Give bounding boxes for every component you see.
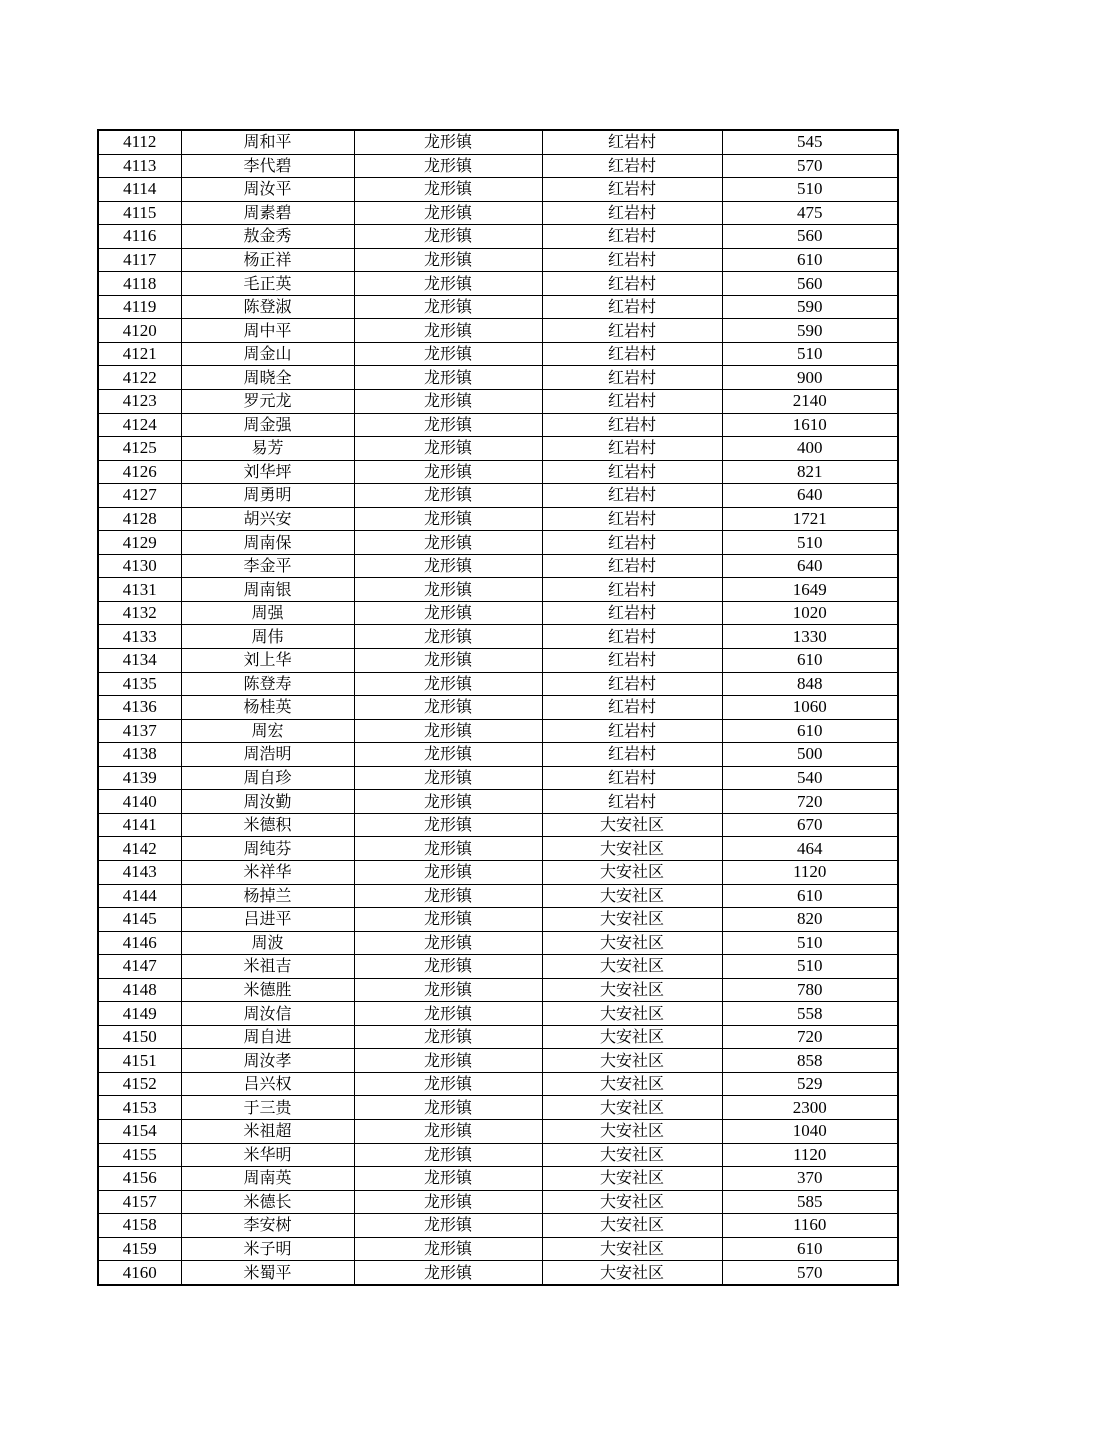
cell-village: 红岩村 [542,437,722,461]
cell-name: 胡兴安 [181,507,354,531]
cell-village: 大安社区 [542,837,722,861]
cell-amount: 1040 [722,1119,898,1143]
cell-id: 4158 [98,1214,181,1238]
cell-id: 4140 [98,790,181,814]
cell-amount: 610 [722,248,898,272]
cell-id: 4118 [98,272,181,296]
cell-amount: 858 [722,1049,898,1073]
table-row [98,1119,898,1143]
cell-town: 龙形镇 [354,1261,542,1285]
cell-town: 龙形镇 [354,719,542,743]
cell-village: 大安社区 [542,860,722,884]
cell-name: 周伟 [181,625,354,649]
cell-village: 红岩村 [542,460,722,484]
cell-village: 红岩村 [542,766,722,790]
table-row [98,272,898,296]
cell-name: 于三贵 [181,1096,354,1120]
cell-name: 周波 [181,931,354,955]
cell-village: 红岩村 [542,295,722,319]
cell-amount: 640 [722,554,898,578]
cell-amount: 370 [722,1167,898,1191]
table-row [98,366,898,390]
cell-village: 红岩村 [542,248,722,272]
cell-name: 周南保 [181,531,354,555]
cell-amount: 500 [722,743,898,767]
cell-amount: 510 [722,342,898,366]
cell-town: 龙形镇 [354,743,542,767]
table-row [98,1190,898,1214]
cell-name: 周金强 [181,413,354,437]
cell-town: 龙形镇 [354,295,542,319]
cell-town: 龙形镇 [354,437,542,461]
table-row [98,437,898,461]
cell-amount: 610 [722,719,898,743]
cell-name: 周强 [181,601,354,625]
cell-amount: 464 [722,837,898,861]
cell-village: 大安社区 [542,1002,722,1026]
cell-id: 4155 [98,1143,181,1167]
cell-name: 周汝孝 [181,1049,354,1073]
cell-amount: 720 [722,790,898,814]
cell-town: 龙形镇 [354,366,542,390]
cell-town: 龙形镇 [354,860,542,884]
cell-id: 4142 [98,837,181,861]
table-row [98,342,898,366]
cell-village: 红岩村 [542,342,722,366]
table-row [98,1143,898,1167]
table-row [98,649,898,673]
cell-amount: 585 [722,1190,898,1214]
cell-town: 龙形镇 [354,790,542,814]
cell-id: 4131 [98,578,181,602]
cell-village: 大安社区 [542,1167,722,1191]
cell-village: 大安社区 [542,908,722,932]
cell-town: 龙形镇 [354,1072,542,1096]
cell-id: 4145 [98,908,181,932]
cell-village: 红岩村 [542,390,722,414]
cell-id: 4151 [98,1049,181,1073]
cell-town: 龙形镇 [354,766,542,790]
cell-amount: 560 [722,225,898,249]
cell-town: 龙形镇 [354,201,542,225]
cell-name: 周纯芬 [181,837,354,861]
cell-name: 周素碧 [181,201,354,225]
table-row [98,225,898,249]
cell-amount: 590 [722,319,898,343]
cell-id: 4123 [98,390,181,414]
cell-town: 龙形镇 [354,248,542,272]
cell-village: 红岩村 [542,672,722,696]
cell-amount: 1060 [722,696,898,720]
cell-id: 4147 [98,955,181,979]
cell-town: 龙形镇 [354,1119,542,1143]
cell-village: 红岩村 [542,413,722,437]
cell-name: 周勇明 [181,484,354,508]
cell-town: 龙形镇 [354,413,542,437]
cell-town: 龙形镇 [354,1002,542,1026]
cell-id: 4137 [98,719,181,743]
table-row [98,319,898,343]
cell-id: 4139 [98,766,181,790]
cell-id: 4124 [98,413,181,437]
cell-village: 大安社区 [542,1049,722,1073]
cell-name: 周和平 [181,130,354,154]
cell-village: 红岩村 [542,366,722,390]
cell-town: 龙形镇 [354,672,542,696]
cell-amount: 400 [722,437,898,461]
table-row [98,413,898,437]
cell-name: 米德胜 [181,978,354,1002]
cell-id: 4117 [98,248,181,272]
cell-village: 红岩村 [542,743,722,767]
table-row [98,625,898,649]
cell-town: 龙形镇 [354,390,542,414]
cell-amount: 610 [722,649,898,673]
cell-id: 4121 [98,342,181,366]
cell-name: 米德积 [181,813,354,837]
cell-town: 龙形镇 [354,931,542,955]
cell-name: 米祖超 [181,1119,354,1143]
cell-town: 龙形镇 [354,837,542,861]
cell-name: 杨桂英 [181,696,354,720]
cell-name: 周自进 [181,1025,354,1049]
cell-town: 龙形镇 [354,272,542,296]
table-row [98,1261,898,1285]
cell-town: 龙形镇 [354,649,542,673]
cell-town: 龙形镇 [354,1096,542,1120]
cell-amount: 2140 [722,390,898,414]
cell-amount: 1160 [722,1214,898,1238]
cell-town: 龙形镇 [354,813,542,837]
cell-village: 红岩村 [542,531,722,555]
cell-amount: 820 [722,908,898,932]
cell-town: 龙形镇 [354,601,542,625]
cell-id: 4143 [98,860,181,884]
cell-village: 大安社区 [542,1143,722,1167]
cell-name: 毛正英 [181,272,354,296]
cell-town: 龙形镇 [354,507,542,531]
cell-name: 杨正祥 [181,248,354,272]
table-row [98,201,898,225]
cell-id: 4113 [98,154,181,178]
table-row [98,1214,898,1238]
cell-village: 红岩村 [542,201,722,225]
cell-id: 4127 [98,484,181,508]
cell-id: 4114 [98,178,181,202]
cell-village: 红岩村 [542,601,722,625]
cell-id: 4146 [98,931,181,955]
table-row [98,1002,898,1026]
cell-village: 红岩村 [542,272,722,296]
cell-name: 周中平 [181,319,354,343]
cell-village: 红岩村 [542,625,722,649]
table-row [98,531,898,555]
cell-amount: 510 [722,531,898,555]
cell-amount: 529 [722,1072,898,1096]
cell-id: 4141 [98,813,181,837]
cell-id: 4122 [98,366,181,390]
cell-id: 4148 [98,978,181,1002]
cell-name: 刘上华 [181,649,354,673]
cell-village: 大安社区 [542,884,722,908]
cell-village: 大安社区 [542,1119,722,1143]
table-row [98,554,898,578]
cell-name: 吕兴权 [181,1072,354,1096]
data-table [97,129,899,1286]
table-row [98,790,898,814]
cell-amount: 510 [722,955,898,979]
cell-id: 4128 [98,507,181,531]
cell-amount: 610 [722,1237,898,1261]
table-row [98,248,898,272]
cell-amount: 475 [722,201,898,225]
cell-amount: 670 [722,813,898,837]
table-row [98,484,898,508]
cell-village: 大安社区 [542,1237,722,1261]
table-row [98,955,898,979]
table-row [98,1167,898,1191]
cell-id: 4154 [98,1119,181,1143]
cell-amount: 2300 [722,1096,898,1120]
cell-name: 李金平 [181,554,354,578]
table-row [98,507,898,531]
table-row [98,1072,898,1096]
cell-amount: 821 [722,460,898,484]
cell-name: 周汝信 [181,1002,354,1026]
cell-amount: 510 [722,178,898,202]
cell-amount: 1610 [722,413,898,437]
cell-id: 4132 [98,601,181,625]
cell-village: 大安社区 [542,813,722,837]
table-row [98,130,898,154]
cell-amount: 1649 [722,578,898,602]
table-row [98,601,898,625]
cell-village: 红岩村 [542,319,722,343]
cell-id: 4138 [98,743,181,767]
table-row [98,837,898,861]
cell-amount: 560 [722,272,898,296]
cell-id: 4130 [98,554,181,578]
cell-town: 龙形镇 [354,154,542,178]
cell-amount: 780 [722,978,898,1002]
cell-village: 红岩村 [542,696,722,720]
table-row [98,719,898,743]
cell-name: 李代碧 [181,154,354,178]
table-body [98,130,898,1285]
cell-id: 4119 [98,295,181,319]
cell-id: 4115 [98,201,181,225]
cell-village: 红岩村 [542,578,722,602]
cell-name: 米华明 [181,1143,354,1167]
cell-village: 红岩村 [542,507,722,531]
cell-id: 4160 [98,1261,181,1285]
cell-id: 4156 [98,1167,181,1191]
cell-town: 龙形镇 [354,554,542,578]
table-row [98,908,898,932]
cell-name: 罗元龙 [181,390,354,414]
cell-village: 大安社区 [542,931,722,955]
cell-town: 龙形镇 [354,578,542,602]
cell-amount: 1330 [722,625,898,649]
table-row [98,978,898,1002]
cell-village: 红岩村 [542,649,722,673]
cell-id: 4120 [98,319,181,343]
cell-id: 4152 [98,1072,181,1096]
table-row [98,460,898,484]
table-row [98,931,898,955]
cell-id: 4144 [98,884,181,908]
cell-village: 大安社区 [542,1214,722,1238]
cell-town: 龙形镇 [354,130,542,154]
cell-town: 龙形镇 [354,460,542,484]
cell-town: 龙形镇 [354,178,542,202]
cell-name: 米祖吉 [181,955,354,979]
cell-name: 周南银 [181,578,354,602]
cell-town: 龙形镇 [354,1025,542,1049]
cell-village: 大安社区 [542,978,722,1002]
cell-name: 周汝勤 [181,790,354,814]
cell-id: 4125 [98,437,181,461]
cell-amount: 570 [722,154,898,178]
table-row [98,672,898,696]
cell-village: 红岩村 [542,554,722,578]
cell-amount: 1120 [722,860,898,884]
cell-town: 龙形镇 [354,1214,542,1238]
cell-id: 4149 [98,1002,181,1026]
cell-village: 大安社区 [542,1261,722,1285]
cell-name: 米蜀平 [181,1261,354,1285]
table-row [98,696,898,720]
cell-name: 米德长 [181,1190,354,1214]
cell-town: 龙形镇 [354,342,542,366]
table-row [98,154,898,178]
table-row [98,884,898,908]
cell-town: 龙形镇 [354,696,542,720]
cell-village: 红岩村 [542,484,722,508]
table-row [98,1096,898,1120]
cell-id: 4134 [98,649,181,673]
cell-amount: 640 [722,484,898,508]
cell-town: 龙形镇 [354,225,542,249]
cell-id: 4157 [98,1190,181,1214]
cell-id: 4159 [98,1237,181,1261]
cell-amount: 900 [722,366,898,390]
table-row [98,1237,898,1261]
cell-name: 米子明 [181,1237,354,1261]
cell-town: 龙形镇 [354,1167,542,1191]
table-row [98,390,898,414]
table-row [98,295,898,319]
cell-village: 大安社区 [542,955,722,979]
cell-amount: 590 [722,295,898,319]
cell-amount: 720 [722,1025,898,1049]
cell-id: 4136 [98,696,181,720]
cell-name: 米祥华 [181,860,354,884]
cell-amount: 510 [722,931,898,955]
cell-village: 红岩村 [542,130,722,154]
cell-village: 红岩村 [542,154,722,178]
cell-id: 4116 [98,225,181,249]
cell-name: 周浩明 [181,743,354,767]
cell-amount: 1721 [722,507,898,531]
cell-name: 周晓全 [181,366,354,390]
cell-town: 龙形镇 [354,531,542,555]
cell-village: 红岩村 [542,719,722,743]
cell-town: 龙形镇 [354,955,542,979]
cell-town: 龙形镇 [354,484,542,508]
cell-amount: 540 [722,766,898,790]
cell-name: 周汝平 [181,178,354,202]
cell-amount: 848 [722,672,898,696]
cell-id: 4129 [98,531,181,555]
table-row [98,813,898,837]
table-row [98,1049,898,1073]
cell-id: 4150 [98,1025,181,1049]
cell-name: 李安树 [181,1214,354,1238]
table-row [98,178,898,202]
cell-village: 大安社区 [542,1025,722,1049]
cell-name: 吕进平 [181,908,354,932]
cell-amount: 1020 [722,601,898,625]
cell-id: 4126 [98,460,181,484]
table-row [98,1025,898,1049]
cell-town: 龙形镇 [354,1237,542,1261]
cell-town: 龙形镇 [354,1049,542,1073]
cell-name: 陈登寿 [181,672,354,696]
cell-village: 红岩村 [542,178,722,202]
cell-name: 刘华坪 [181,460,354,484]
cell-name: 杨掉兰 [181,884,354,908]
table-row [98,766,898,790]
cell-name: 周宏 [181,719,354,743]
cell-town: 龙形镇 [354,625,542,649]
cell-village: 红岩村 [542,790,722,814]
cell-town: 龙形镇 [354,908,542,932]
cell-village: 红岩村 [542,225,722,249]
cell-town: 龙形镇 [354,1190,542,1214]
cell-village: 大安社区 [542,1190,722,1214]
cell-village: 大安社区 [542,1096,722,1120]
table-row [98,578,898,602]
cell-name: 敖金秀 [181,225,354,249]
cell-name: 周南英 [181,1167,354,1191]
cell-id: 4112 [98,130,181,154]
table-row [98,743,898,767]
cell-id: 4133 [98,625,181,649]
cell-amount: 570 [722,1261,898,1285]
cell-amount: 558 [722,1002,898,1026]
cell-town: 龙形镇 [354,978,542,1002]
cell-amount: 610 [722,884,898,908]
cell-town: 龙形镇 [354,884,542,908]
cell-amount: 545 [722,130,898,154]
cell-name: 易芳 [181,437,354,461]
cell-id: 4153 [98,1096,181,1120]
cell-name: 周自珍 [181,766,354,790]
cell-village: 大安社区 [542,1072,722,1096]
cell-town: 龙形镇 [354,1143,542,1167]
cell-amount: 1120 [722,1143,898,1167]
cell-name: 陈登淑 [181,295,354,319]
cell-town: 龙形镇 [354,319,542,343]
cell-name: 周金山 [181,342,354,366]
table-row [98,860,898,884]
cell-id: 4135 [98,672,181,696]
